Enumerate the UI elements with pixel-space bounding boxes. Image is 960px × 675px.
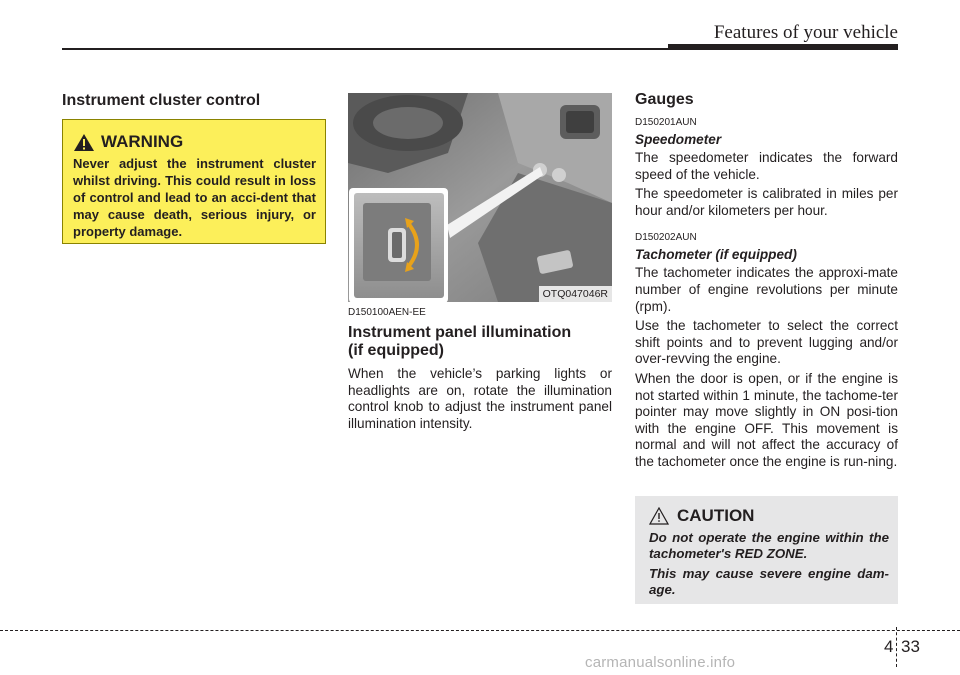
figure-label: OTQ047046R [539, 286, 612, 302]
caution-title-text: CAUTION [677, 506, 755, 525]
caution-paragraph-1: Do not operate the engine within the tachometer's RED ZONE. [649, 530, 889, 561]
tachometer-paragraph-1: The tachometer indicates the approxi-mate number of engine revolutions per minute (rpm). [635, 265, 898, 314]
speedometer-title: Speedometer [635, 132, 722, 147]
chapter-number: 4 [884, 637, 894, 656]
caution-triangle-icon [649, 507, 669, 525]
illumination-control-photo [348, 93, 612, 302]
warning-triangle-icon [73, 133, 95, 152]
speedometer-paragraph-1: The speedometer indicates the forward speed of the vehicle. [635, 150, 898, 182]
tachometer-title: Tachometer (if equipped) [635, 247, 797, 263]
illumination-section [348, 307, 612, 432]
header-rule-accent [668, 44, 898, 50]
section-heading-instrument-cluster-control: Instrument cluster control [62, 92, 261, 109]
footer-divider [896, 627, 897, 667]
caution-title [649, 506, 889, 526]
warning-text: Never adjust the instrument cluster whilst driving. This could result in loss of control and lead to an acci-dent that may cause death, serious injury, or property damage. [73, 156, 316, 239]
tachometer-code: D150202AUN [635, 232, 697, 244]
warning-box [62, 119, 326, 244]
speedometer-paragraph-2: The speedometer is calibrated in miles per hour and/or kilometers per hour. [635, 186, 898, 218]
dashboard-photo-illustration [348, 93, 612, 302]
warning-title [73, 132, 316, 152]
caution-box [635, 496, 898, 604]
tachometer-paragraph-3: When the door is open, or if the engine is not started within 1 minute, the tachome-ter pointer may move slightly in ON posi-tion with the engine OFF. This movement is normal and will not affect the accuracy of the tachometer once the engine is run-ning. [635, 370, 898, 469]
running-header: Features of your vehicle [713, 22, 898, 43]
gauges-section [635, 91, 898, 471]
warning-title-text: WARNING [101, 132, 184, 151]
page-number: 33 [901, 637, 920, 656]
section-heading-gauges: Gauges [635, 91, 694, 108]
caution-paragraph-2: This may cause severe engine dam-age. [649, 566, 889, 597]
section-code: D150100AEN-EE [348, 307, 426, 318]
heading-line-2: (if equipped) [348, 342, 444, 359]
illumination-body: When the vehicle’s parking lights or headlights are on, rotate the illumination control knob to adjust the instrument panel illumination intensity. [348, 366, 612, 431]
watermark: carmanualsonline.info [585, 654, 736, 671]
tachometer-paragraph-2: Use the tachometer to select the correct shift points and to prevent lugging and/or over-revving the engine. [635, 318, 898, 367]
speedometer-code: D150201AUN [635, 117, 697, 128]
heading-line-1: Instrument panel illumination [348, 324, 572, 341]
section-heading-illumination [348, 324, 612, 360]
footer-rule [0, 630, 960, 631]
